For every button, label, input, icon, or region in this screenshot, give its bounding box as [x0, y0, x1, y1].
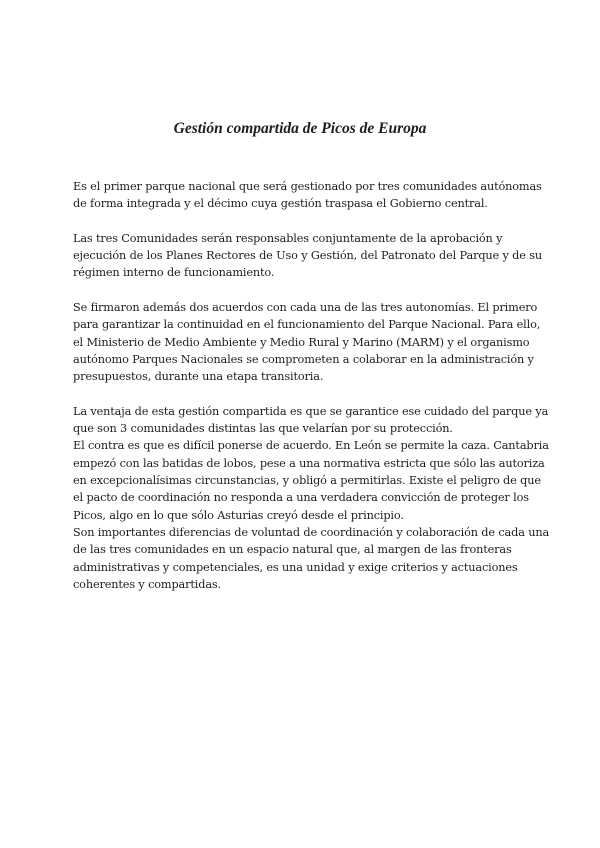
text-line: administrativas y competenciales, es una unidad y exige criterios y actuaciones: [73, 560, 518, 574]
paragraph-6: [73, 524, 550, 593]
text-line: empezó con las batidas de lobos, pese a una normativa estricta que sólo las autoriza: [73, 456, 545, 470]
text-line: en excepcionalísimas circunstancias, y obligó a permitirlas. Existe el peligro de que: [73, 474, 541, 488]
text-line: régimen interno de funcionamiento.: [73, 266, 275, 280]
text-line: ejecución de los Planes Rectores de Uso y Gestión, del Patronato del Parque y de su: [73, 249, 543, 263]
paragraph-4: [73, 403, 549, 438]
text-line: Es el primer parque nacional que será gestionado por tres comunidades autónomas: [73, 180, 542, 193]
text-line: Las tres Comunidades serán responsables conjuntamente de la aprobación y: [73, 231, 503, 245]
paragraph-2: [73, 230, 543, 282]
document-body: [73, 178, 550, 593]
text-line: autónomo Parques Nacionales se comprometen a colaborar en la administración y: [73, 352, 534, 366]
text-line: presupuestos, durante una etapa transitoria.: [73, 370, 324, 384]
text-line: de las tres comunidades en un espacio natural que, al margen de las fronteras: [73, 543, 512, 557]
text-line: el Ministerio de Medio Ambiente y Medio Rural y Marino (MARM) y el organismo: [73, 335, 530, 349]
text-line: La ventaja de esta gestión compartida es que se garantice ese cuidado del parque ya: [73, 404, 549, 418]
text-line: El contra es que es difícil ponerse de acuerdo. En León se permite la caza. Cantabria: [73, 439, 549, 453]
text-line: para garantizar la continuidad en el funcionamiento del Parque Nacional. Para ello,: [73, 318, 541, 332]
text-line: de forma integrada y el décimo cuya gestión traspasa el Gobierno central.: [73, 197, 488, 211]
text-line: coherentes y compartidas.: [73, 577, 222, 591]
text-line: Se firmaron además dos acuerdos con cada una de las tres autonomías. El primero: [73, 301, 538, 315]
paragraph-5: [73, 437, 549, 523]
document-title: Gestión compartida de Picos de Europa: [173, 120, 427, 137]
text-line: Picos, algo en lo que sólo Asturias creyó desde el principio.: [73, 508, 404, 522]
text-line: que son 3 comunidades distintas las que velarían por su protección.: [73, 422, 453, 436]
text-line: Son importantes diferencias de voluntad de coordinación y colaboración de cada una: [73, 525, 550, 539]
text-line: el pacto de coordinación no responda a una verdadera convicción de proteger los: [73, 491, 529, 505]
paragraph-3: [73, 299, 541, 385]
paragraph-1: [73, 178, 542, 213]
